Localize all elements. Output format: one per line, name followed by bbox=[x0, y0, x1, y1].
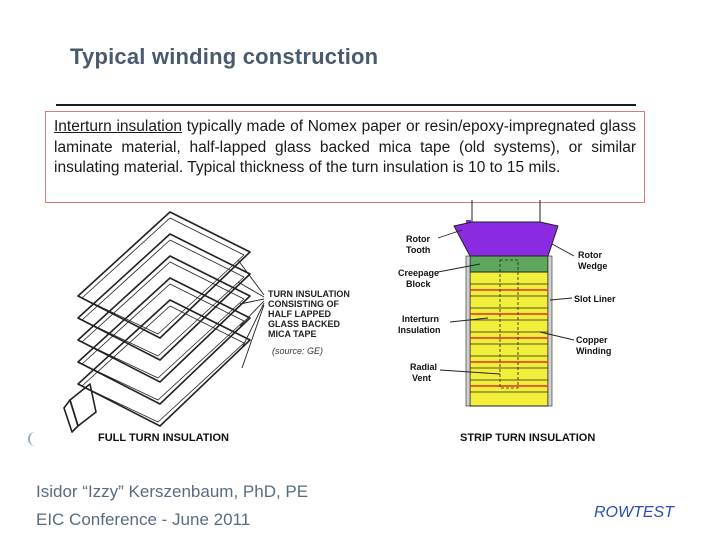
slide-title: Typical winding construction bbox=[70, 44, 379, 69]
label-creepage-block-1: Creepage bbox=[398, 268, 440, 278]
label-creepage-block-2: Block bbox=[406, 279, 431, 289]
winding-figure bbox=[0, 200, 720, 460]
decorative-mark bbox=[28, 432, 38, 446]
full-turn-coil-drawing bbox=[64, 212, 250, 432]
label-rotor-wedge-2: Wedge bbox=[578, 261, 608, 271]
turn-insulation-annotation bbox=[268, 289, 350, 339]
strip-turn-caption: STRIP TURN INSULATION bbox=[460, 432, 596, 444]
callout-box bbox=[45, 111, 645, 203]
label-copper-winding-2: Winding bbox=[576, 346, 612, 356]
label-rotor-tooth-1: Rotor bbox=[406, 234, 430, 244]
annotation-line-2: CONSISTING OF bbox=[268, 299, 340, 309]
label-radial-vent-1: Radial bbox=[410, 362, 438, 372]
label-rotor-wedge-1: Rotor bbox=[578, 250, 602, 260]
source-note: (source: GE) bbox=[272, 346, 324, 356]
label-slot-liner: Slot Liner bbox=[574, 294, 616, 304]
footer-event: EIC Conference - June 2011 bbox=[36, 510, 251, 529]
annotation-line-4: GLASS BACKED bbox=[268, 319, 341, 329]
callout-term: Interturn insulation bbox=[54, 118, 182, 135]
annotation-line-1: TURN INSULATION bbox=[268, 289, 350, 299]
brand-logo: ROWTEST bbox=[594, 504, 674, 521]
label-copper-winding-1: Copper bbox=[576, 335, 608, 345]
footer-author: Isidor “Izzy” Kerszenbaum, PhD, PE bbox=[36, 482, 309, 501]
label-interturn-insulation-1: Interturn bbox=[402, 314, 439, 324]
label-interturn-insulation-2: Insulation bbox=[398, 325, 441, 335]
label-rotor-tooth-2: Tooth bbox=[406, 245, 431, 255]
annotation-line-3: HALF LAPPED bbox=[268, 309, 331, 319]
callout-text: typically made of Nomex paper or resin/epoxy-impregnated glass laminate material, half-lapped glass backed mica tape (old systems), or similar insulating material. Typical thickness of the turn insulation is 10 to 15 mils. bbox=[54, 118, 636, 176]
strip-turn-slot-drawing bbox=[454, 200, 558, 406]
annotation-line-5: MICA TAPE bbox=[268, 329, 317, 339]
full-turn-caption: FULL TURN INSULATION bbox=[98, 432, 229, 444]
title-underline bbox=[56, 104, 636, 106]
label-radial-vent-2: Vent bbox=[412, 373, 432, 383]
